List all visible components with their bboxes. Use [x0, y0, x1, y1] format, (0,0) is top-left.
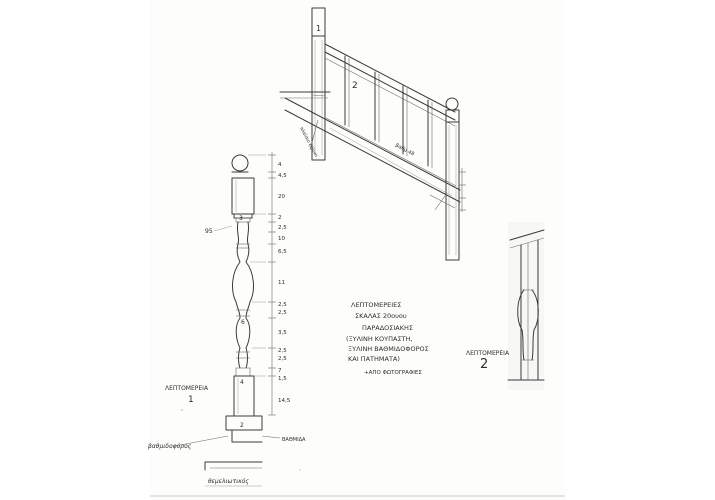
dim-label: 6,5: [278, 249, 287, 255]
note-line-3: ΠΑΡΑΔΟΣΙΑΚΗΣ: [362, 324, 413, 332]
note-line-5: ΞΥΛΙΝΗ ΒΑΘΜΙΔΟΦΟΡΟΣ: [348, 345, 429, 353]
part-number-baluster-mid: 3: [239, 215, 243, 222]
dim-label: 2,5: [278, 302, 287, 308]
dim-label: 2,5: [278, 356, 287, 362]
note-line-4: (ΞΥΛΙΝΗ ΚΟΥΠΑΣΤΗ,: [346, 335, 413, 343]
dim-label: 10: [278, 236, 285, 242]
baluster-detail-2: [466, 222, 544, 390]
rail-note: βαθμ 48: [394, 142, 416, 158]
dim-label: 4,5: [278, 173, 287, 179]
part-number-rail-panel: 2: [352, 81, 358, 91]
detail-2-number: 2: [480, 357, 489, 372]
newel-post-lower: [446, 98, 459, 260]
part-number-baluster-base: 4: [240, 379, 244, 386]
note-line-1: ΛΕΠΤΟΜΕΡΕΙΕΣ: [351, 301, 402, 309]
plinth-label: θεμελιωτικός: [208, 478, 249, 485]
part-number-base-block: 2: [240, 422, 244, 429]
dim-label: 3,5: [278, 330, 287, 336]
dim-label: 2,5: [278, 348, 287, 354]
dim-label: 20: [278, 194, 285, 200]
side-dimension-95: 95: [205, 228, 213, 235]
dim-label: 14,5: [278, 398, 291, 404]
stair-elevation: [280, 8, 466, 260]
dim-label: 4: [278, 162, 282, 168]
detail-1-number: 1: [188, 395, 194, 405]
frame-note: πλαίσιο ξύλινο: [298, 126, 319, 159]
stair-balusters: [345, 56, 432, 168]
note-line-6: ΚΑΙ ΠΑΤΗΜΑΤΑ): [348, 355, 400, 363]
dim-label: 2: [278, 215, 282, 221]
part-number-post-top: 1: [316, 24, 322, 33]
note-line-7: +ΑΠΟ ΦΩΤΟΓΡΑΦΙΕΣ: [364, 370, 422, 376]
bathmidoforos-label: βαθμιδοφόρος: [148, 443, 192, 450]
dim-label: 2,5: [278, 310, 287, 316]
dim-label: 1,5: [278, 376, 287, 382]
dim-label: 7: [278, 368, 282, 374]
title-note: [346, 301, 429, 376]
dimension-labels: [278, 162, 291, 404]
dim-label: 2,5: [278, 225, 287, 231]
dim-label: 11: [278, 280, 285, 286]
baluster-detail-1: [148, 152, 306, 486]
part-number-baluster-neck: 6: [241, 319, 245, 326]
detail-2-label: ΛΕΠΤΟΜΕΡΕΙΑ: [466, 350, 510, 357]
note-line-2: ΣΚΑΛΑΣ 20ουου: [355, 312, 407, 320]
detail-1-label: ΛΕΠΤΟΜΕΡΕΙΑ: [165, 385, 209, 392]
step-marker-label: ΒΑΘΜΙΔΑ: [282, 437, 306, 443]
